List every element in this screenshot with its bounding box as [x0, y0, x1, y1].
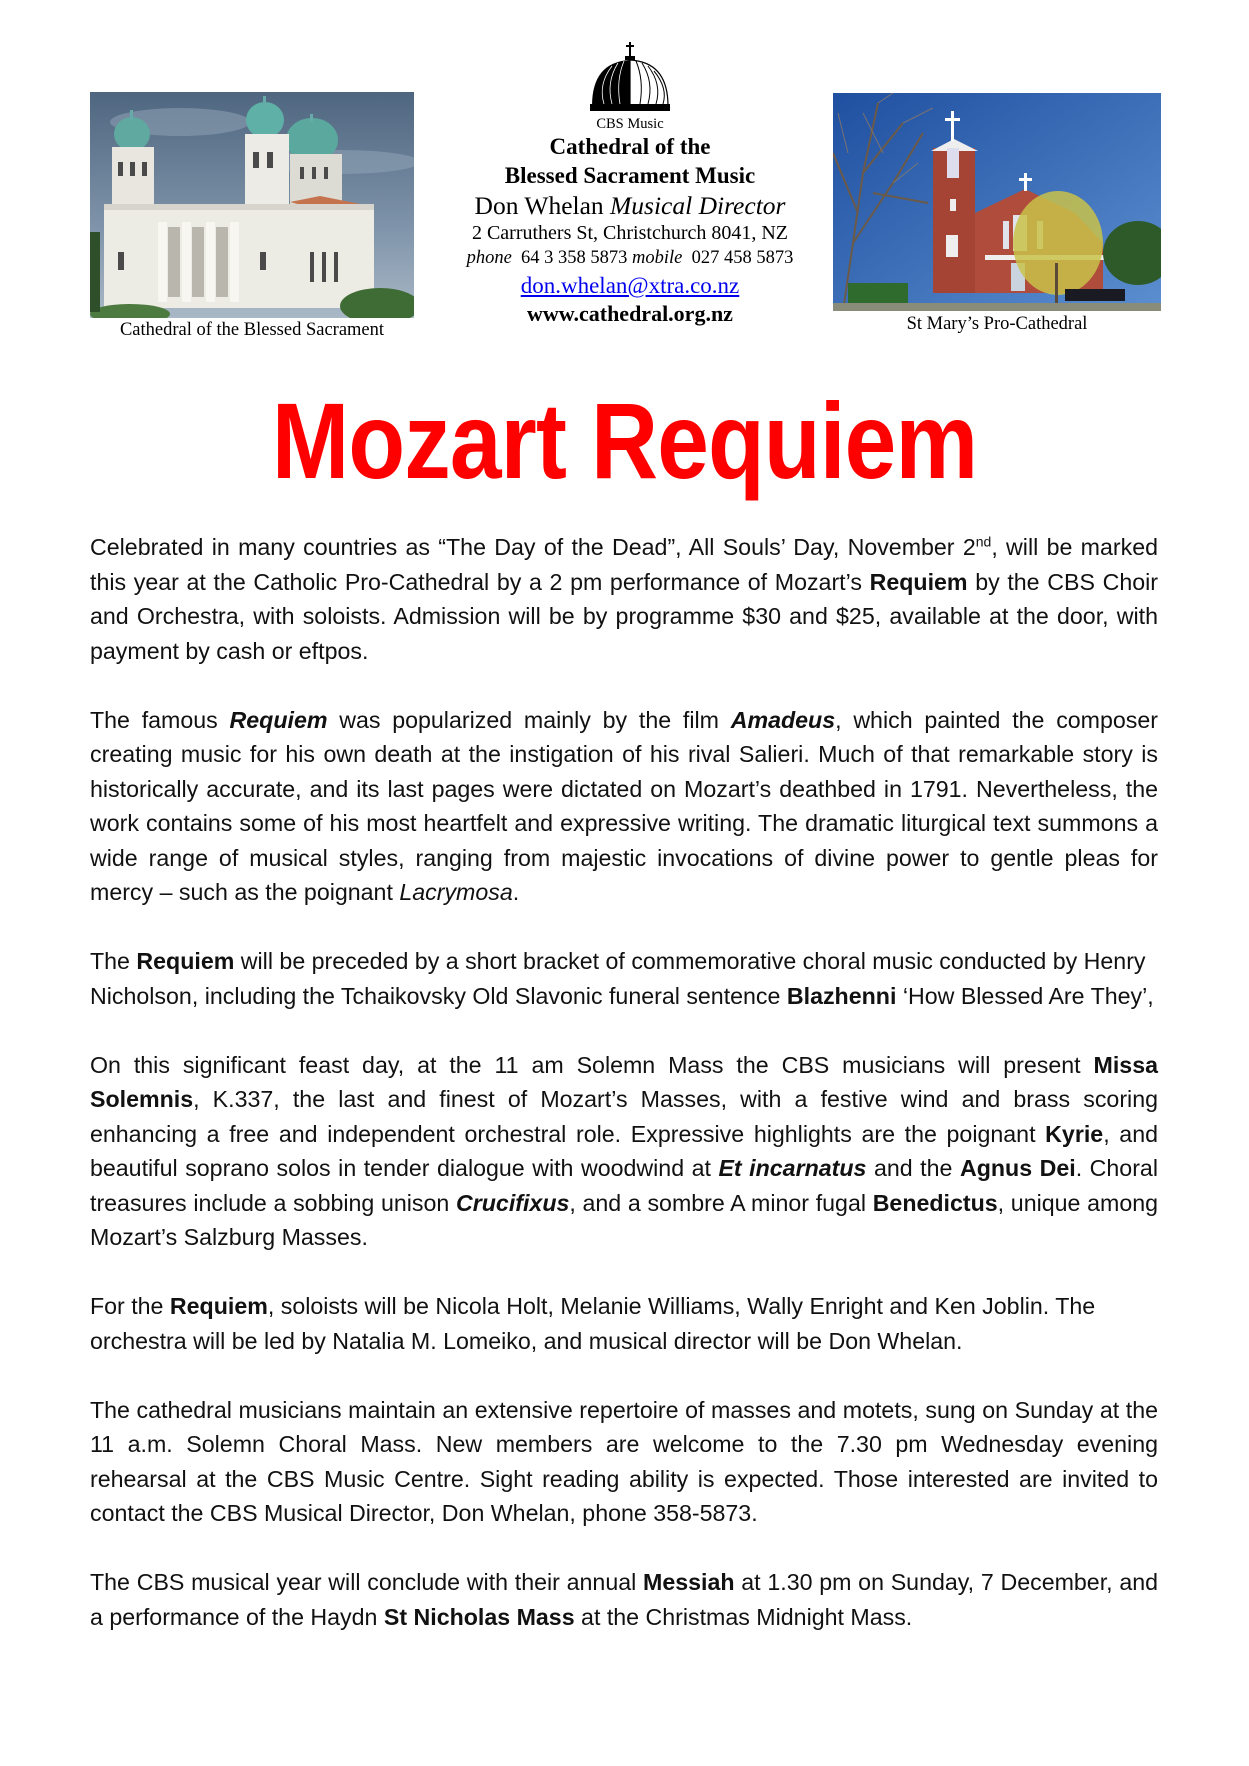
- text-run: , unique among Mozart’s Salzburg Masses.: [90, 1189, 1159, 1250]
- emphasis-text: Agnus Dei: [959, 1155, 1076, 1181]
- mobile-label: mobile: [632, 248, 683, 268]
- director-name: Don Whelan: [474, 191, 604, 220]
- director-role: Musical Director: [610, 191, 786, 220]
- text-run: nd: [975, 533, 992, 550]
- text-run: On this significant feast day, at the 11 am Solemn Mass the CBS musicians will present: [90, 1051, 1094, 1078]
- address: 2 Carruthers St, Christchurch 8041, NZ: [471, 222, 789, 244]
- emphasis-text: Requiem: [169, 1293, 268, 1319]
- paragraph-intro: [90, 530, 1158, 668]
- cathedral-caption: Cathedral of the Blessed Sacrament: [119, 320, 385, 340]
- emphasis-text: Requiem: [229, 706, 328, 733]
- phone-number: 64 3 358 5873: [521, 248, 628, 268]
- text-run: was popularized mainly by the film: [327, 706, 731, 733]
- text-run: and the: [866, 1155, 960, 1181]
- text-run: by the CBS Choir and Orchestra, with soloists. Admission will be by programme $30 and $25, available at the door, with payment by cash or eftpos.: [90, 568, 1158, 664]
- paragraph-repertoire: [90, 1393, 1158, 1531]
- text-run: The: [90, 948, 137, 974]
- emphasis-text: Lacrymosa: [399, 879, 513, 905]
- email-link[interactable]: don.whelan@xtra.co.nz: [520, 273, 740, 298]
- text-run: , soloists will be Nicola Holt, Melanie Williams, Wally Enright and Ken Joblin. The orchestra will be led by Natalia M. Lomeiko, and musical director will be Don Whelan.: [90, 1293, 1096, 1354]
- website: www.cathedral.org.nz: [527, 301, 733, 326]
- emphasis-text: Kyrie: [1045, 1120, 1104, 1147]
- emphasis-text: Requiem: [136, 948, 235, 974]
- emphasis-text: Blazhenni: [786, 982, 897, 1009]
- text-run: , and beautiful soprano solos in tender dialogue with woodwind at: [90, 1120, 1158, 1181]
- text-run: , and a sombre A minor fugal: [569, 1189, 873, 1216]
- phone-label: phone: [466, 248, 512, 268]
- cathedral-image: [90, 92, 414, 318]
- text-run: at 1.30 pm on Sunday, 7 December, and a performance of the Haydn: [90, 1569, 1159, 1630]
- pro-cathedral-caption: St Mary’s Pro-Cathedral: [906, 314, 1088, 334]
- emphasis-text: Crucifixus: [456, 1189, 570, 1216]
- text-run: , which painted the composer creating music for his own death at the instigation of his rival Salieri. Much of that remarkable story is historically accurate, and its last pages were dictated on Mozart’s deathbed in 1791. Nevertheless, the work contains some of his most heartfelt and expressive writing. The dramatic liturgical text summons a wide range of musical styles, ranging from majestic invocations of divine power to gentle pleas for mercy – such as the poignant: [90, 706, 1158, 905]
- org-title-line1: Cathedral of the: [549, 134, 711, 159]
- letterhead: [430, 40, 830, 328]
- phone-line: [430, 246, 830, 271]
- text-run: , K.337, the last and finest of Mozart’s Masses, with a festive wind and brass scoring enhancing a free and independent orchestral role. Expressive highlights are the poignant: [90, 1086, 1158, 1147]
- text-run: , will be marked this year at the Catholic Pro-Cathedral by a 2 pm performance of Mozart’s: [90, 534, 1158, 595]
- text-run: The CBS musical year will conclude with their annual: [90, 1569, 644, 1595]
- text-run: The cathedral musicians maintain an extensive repertoire of masses and motets, sung on Sunday at the 11 a.m. Solemn Choral Mass. New members are welcome to the 7.30 pm Wednesday evening rehearsal at the CBS Music Centre. Sight reading ability is expected. Those interested are invited to contact the CBS Musical Director, Don Whelan, phone 358-5873.: [90, 1396, 1158, 1526]
- paragraph-famous-requiem: [90, 703, 1158, 910]
- emphasis-text: St Nicholas Mass: [383, 1603, 575, 1630]
- emphasis-text: Requiem: [869, 568, 968, 595]
- emphasis-text: Missa Solemnis: [90, 1051, 1158, 1112]
- text-run: will be preceded by a short bracket of commemorative choral music conducted by Henry Nicholson, including the Tchaikovsky Old Slavonic funeral sentence: [90, 948, 1146, 1009]
- article-body: [90, 530, 1158, 1669]
- emphasis-text: Et incarnatus: [718, 1155, 867, 1181]
- text-run: .: [512, 879, 520, 905]
- emphasis-text: Benedictus: [872, 1189, 998, 1216]
- text-run: For the: [90, 1293, 170, 1319]
- org-title-line2: Blessed Sacrament Music: [504, 163, 756, 188]
- text-run: ‘How Blessed Are They’,: [896, 982, 1154, 1009]
- paragraph-conclusion: [90, 1565, 1158, 1634]
- text-run: at the Christmas Midnight Mass.: [574, 1603, 913, 1630]
- emphasis-text: Messiah: [643, 1569, 735, 1595]
- emphasis-text: Amadeus: [730, 706, 836, 733]
- dome-icon: [588, 40, 672, 116]
- cathedral-photo: [90, 92, 414, 318]
- paragraph-soloists: [90, 1289, 1158, 1358]
- director-line: [430, 190, 830, 221]
- text-run: Celebrated in many countries as “The Day of the Dead”, All Souls’ Day, November 2: [90, 534, 976, 560]
- logo-label: CBS Music: [596, 116, 664, 132]
- mobile-number: 027 458 5873: [691, 248, 794, 268]
- paragraph-feast-day: [90, 1048, 1158, 1255]
- text-run: The famous: [90, 706, 230, 733]
- pro-cathedral-image: [833, 93, 1161, 311]
- page-title: Mozart Requiem: [271, 380, 978, 501]
- text-run: . Choral treasures include a sobbing unison: [90, 1155, 1158, 1216]
- paragraph-preceded: [90, 944, 1158, 1013]
- pro-cathedral-photo: [833, 93, 1161, 311]
